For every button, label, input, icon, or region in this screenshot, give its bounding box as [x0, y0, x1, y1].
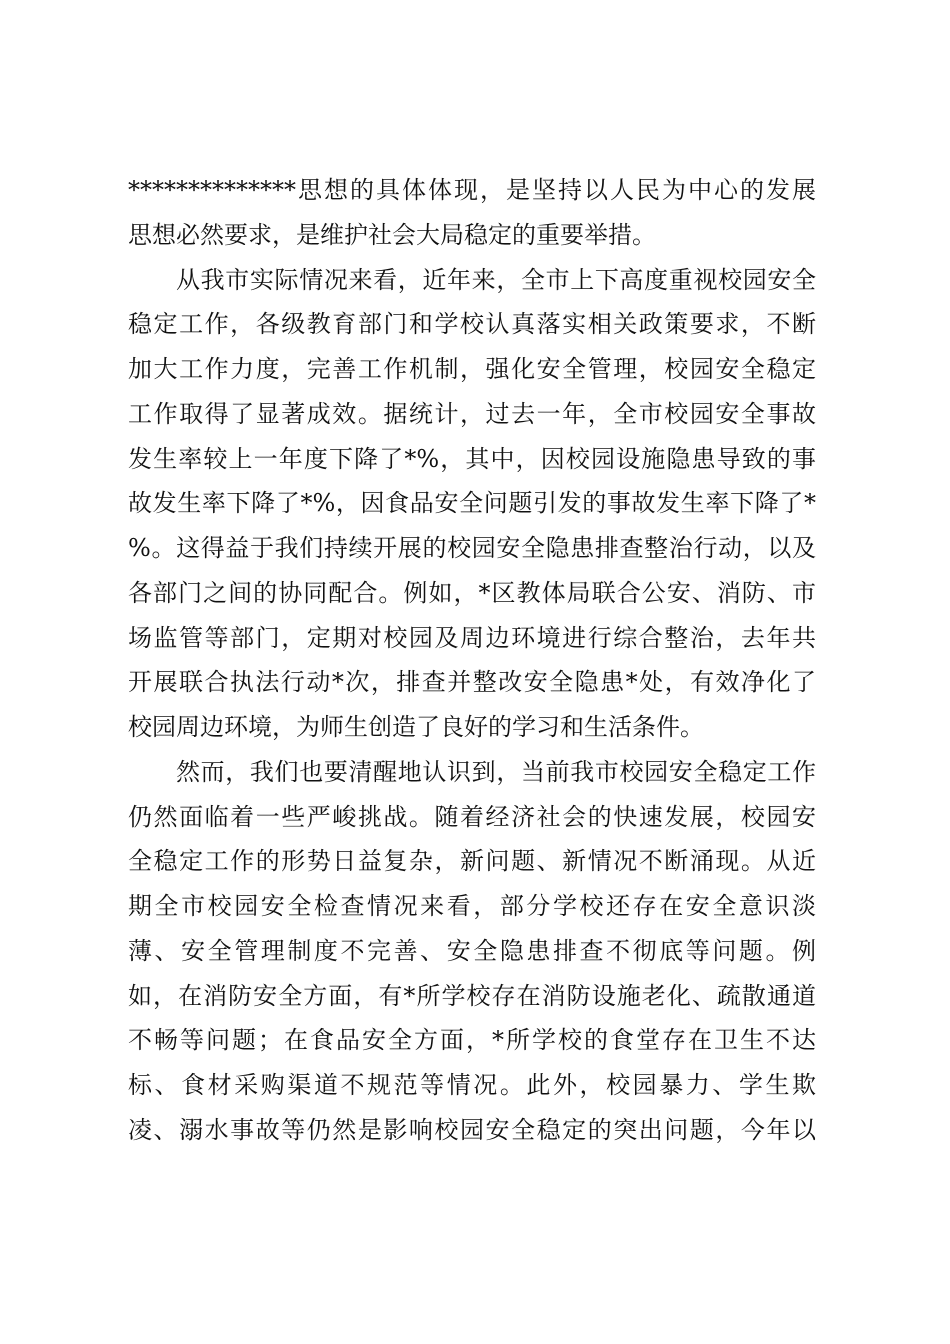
- text-line: 期全市校园安全检查情况来看，部分学校还存在安全意识淡: [128, 892, 816, 920]
- text-line: 开展联合执法行动*次，排查并整改安全隐患*处，有效净化了: [128, 668, 816, 697]
- text-line: 全稳定工作的形势日益复杂，新问题、新情况不断涌现。从近: [128, 847, 816, 876]
- document-body: [128, 172, 816, 1157]
- text-line: 凌、溺水事故等仍然是影响校园安全稳定的突出问题，今年以: [128, 1115, 816, 1144]
- text-line: 场监管等部门，定期对校园及周边环境进行综合整治，去年共: [128, 623, 816, 652]
- text-line: 工作取得了显著成效。据统计，过去一年，全市校园安全事故: [128, 399, 816, 428]
- text-line: 发生率较上一年度下降了*%，其中，因校园设施隐患导致的事: [128, 444, 816, 473]
- text-line: 思想必然要求，是维护社会大局稳定的重要举措。: [128, 220, 656, 249]
- text-line: 故发生率下降了*%，因食品安全问题引发的事故发生率下降了*: [128, 489, 816, 518]
- text-line: 标、食材采购渠道不规范等情况。此外，校园暴力、学生欺: [128, 1071, 816, 1099]
- text-line: 仍然面临着一些严峻挑战。随着经济社会的快速发展，校园安: [128, 802, 816, 831]
- text-line: 校园周边环境，为师生创造了良好的学习和生活条件。: [128, 713, 704, 741]
- text-line: **************思想的具体体现，是坚持以人民为中心的发展: [128, 176, 816, 204]
- text-line: 各部门之间的协同配合。例如，*区教体局联合公安、消防、市: [128, 578, 816, 607]
- text-line: %。这得益于我们持续开展的校园安全隐患排查整治行动，以及: [128, 534, 816, 562]
- text-line: 薄、安全管理制度不完善、安全隐患排查不彻底等问题。例: [128, 936, 816, 965]
- text-line: 加大工作力度，完善工作机制，强化安全管理，校园安全稳定: [128, 355, 816, 383]
- text-line: 然而，我们也要清醒地认识到，当前我市校园安全稳定工作: [176, 757, 816, 786]
- text-line: 从我市实际情况来看，近年来，全市上下高度重视校园安全: [176, 265, 816, 294]
- text-line: 稳定工作，各级教育部门和学校认真落实相关政策要求，不断: [128, 310, 816, 339]
- text-line: 如，在消防安全方面，有*所学校存在消防设施老化、疏散通道: [128, 981, 816, 1010]
- text-line: 不畅等问题；在食品安全方面，*所学校的食堂存在卫生不达: [128, 1026, 816, 1055]
